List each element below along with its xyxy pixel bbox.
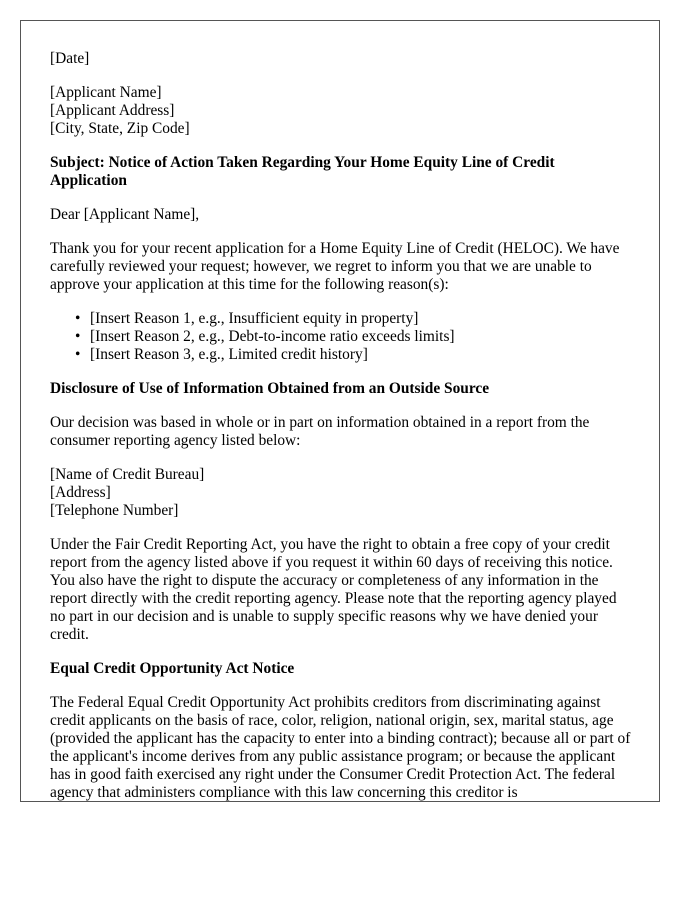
letter-salutation: Dear [Applicant Name],: [50, 206, 200, 223]
letter-page: [20, 20, 660, 802]
fcra-paragraph: Under the Fair Credit Reporting Act, you have the right to obtain a free copy of your credit report from the agency listed above if you request it within 60 days of receiving this notice. You also have the right to dispute the accuracy or completeness of any information in the report directly with the credit reporting agency. Please note that the reporting agency played no part in our decision and is unable to supply specific reasons why we have denied your credit.: [50, 536, 617, 643]
intro-paragraph: Thank you for your recent application for a Home Equity Line of Credit (HELOC). We have carefully reviewed your request; however, we regret to inform you that we are unable to approve your application at this time for the following reason(s):: [50, 240, 620, 293]
disclosure-paragraph: Our decision was based in whole or in part on information obtained in a report from the consumer reporting agency listed below:: [50, 414, 590, 449]
denial-reasons-list: [50, 310, 634, 364]
credit-bureau-address: [Address]: [50, 484, 111, 501]
letter-content: [50, 50, 634, 802]
applicant-block: [50, 84, 634, 138]
denial-reason-item: • [Insert Reason 3, e.g., Limited credit history]: [90, 346, 634, 364]
ecoa-paragraph: The Federal Equal Credit Opportunity Act prohibits creditors from discriminating against credit applicants on the basis of race, color, religion, national origin, sex, marital status, age (provided the applicant has the capacity to enter into a binding contract); because all or part of the applicant's income derives from any public assistance program; or because the applicant has in good faith exercised any right under the Consumer Credit Protection Act. The federal agency that administers compliance with this law concerning this creditor is: [50, 694, 631, 801]
denial-reason-item: • [Insert Reason 2, e.g., Debt-to-income ratio exceeds limits]: [90, 328, 634, 346]
disclosure-heading: Disclosure of Use of Information Obtained from an Outside Source: [50, 380, 490, 397]
letter-date: [Date]: [50, 50, 90, 67]
credit-bureau-phone: [Telephone Number]: [50, 502, 179, 519]
ecoa-heading: Equal Credit Opportunity Act Notice: [50, 660, 295, 677]
credit-bureau-block: [50, 466, 634, 520]
denial-reason-item: • [Insert Reason 1, e.g., Insufficient equity in property]: [90, 310, 634, 328]
letter-subject: Subject: Notice of Action Taken Regarding Your Home Equity Line of Credit Application: [50, 154, 555, 189]
applicant-city-state-zip: [City, State, Zip Code]: [50, 120, 190, 137]
credit-bureau-name: [Name of Credit Bureau]: [50, 466, 205, 483]
applicant-name: [Applicant Name]: [50, 84, 162, 101]
applicant-address: [Applicant Address]: [50, 102, 175, 119]
